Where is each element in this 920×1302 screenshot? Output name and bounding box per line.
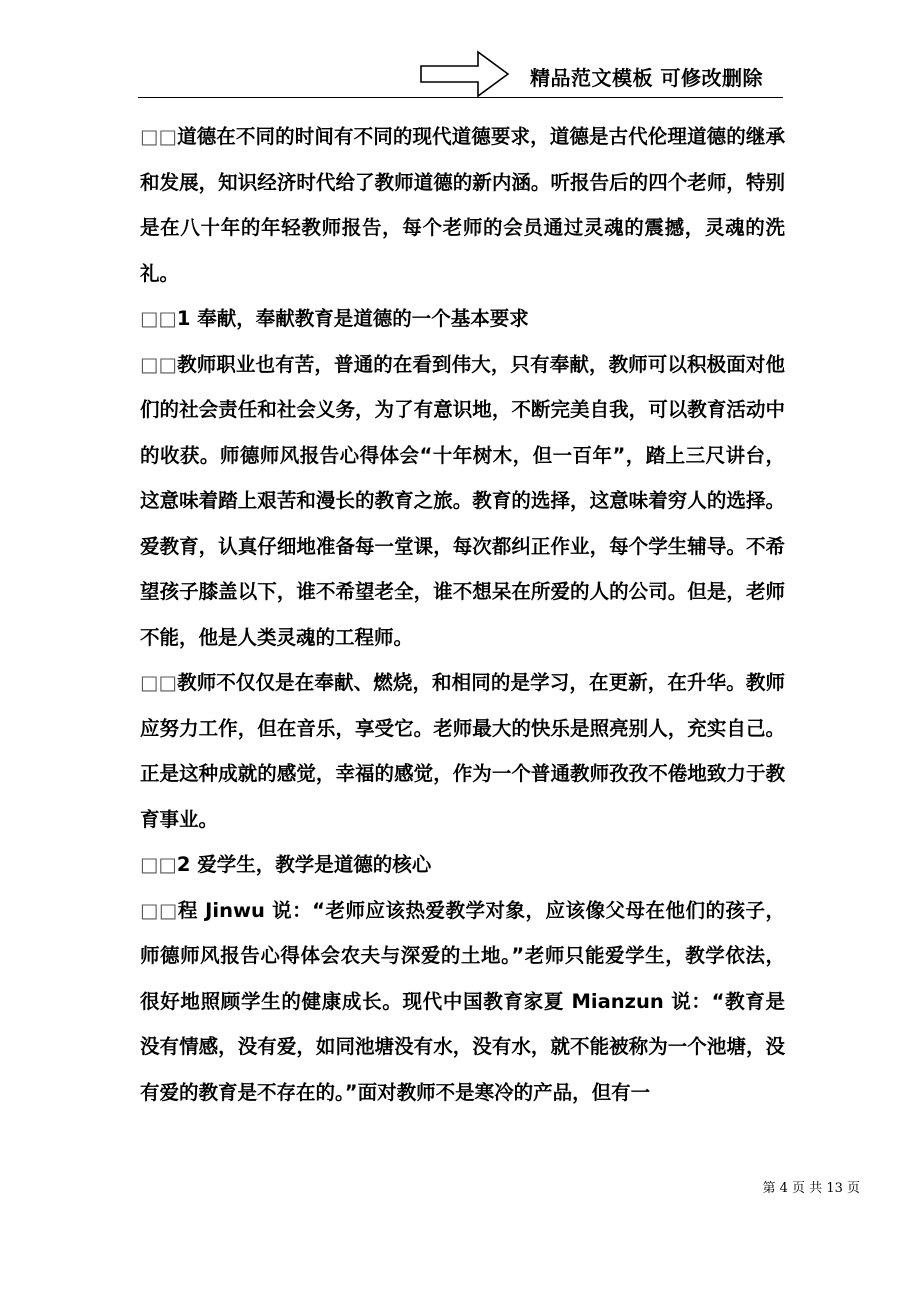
indent-placeholder: □□ bbox=[140, 671, 178, 694]
indent-placeholder: □□ bbox=[140, 352, 178, 376]
paragraph-text: 1 奉献，奉献教育是道德的一个基本要求 bbox=[176, 307, 529, 330]
section-heading-1 bbox=[140, 296, 785, 342]
header-divider bbox=[138, 97, 783, 98]
header-title: 精品范文模板 可修改删除 bbox=[530, 66, 763, 90]
paragraph-2 bbox=[140, 342, 785, 661]
paragraph-3 bbox=[140, 660, 785, 842]
paragraph-1 bbox=[140, 114, 785, 296]
indent-placeholder: □□ bbox=[140, 125, 178, 148]
section-heading-2 bbox=[140, 842, 785, 888]
paragraph-text: 程 Jinwu 说：“老师应该热爱教学对象，应该像父母在他们的孩子，师德师风报告心得体会农夫与深爱的土地。”老师只能爱学生，教学依法，很好地照顾学生的健康成长。现代中国教育家夏 Mianzun 说：“教育是没有情感，没有爱，如同池塘没有水，没有水，就不能被称为一个池塘，没有爱的教育是不存在的。”面对教师不是寒冷的产品，但有一 bbox=[140, 898, 785, 1104]
indent-placeholder: □□ bbox=[140, 853, 177, 876]
paragraph-text: 教师不仅仅是在奉献、燃烧，和相同的是学习，在更新，在升华。教师应努力工作，但在音乐，享受它。老师最大的快乐是照亮别人，充实自己。正是这种成就的感觉，幸福的感觉，作为一个普通教师孜孜不倦地致力于教育事业。 bbox=[140, 671, 785, 831]
indent-placeholder: □□ bbox=[140, 307, 177, 330]
paragraph-text: 道德在不同的时间有不同的现代道德要求，道德是古代伦理道德的继承和发展，知识经济时代给了教师道德的新内涵。听报告后的四个老师，特别是在八十年的年轻教师报告，每个老师的会员通过灵魂的震撼，灵魂的洗礼。 bbox=[140, 125, 785, 285]
page-number: 第 4 页 共 13 页 bbox=[762, 1181, 860, 1196]
document-body bbox=[140, 114, 785, 1115]
paragraph-4 bbox=[140, 888, 785, 1116]
indent-placeholder: □□ bbox=[140, 898, 178, 922]
arrow-right-icon bbox=[420, 50, 510, 98]
paragraph-text: 2 爱学生，教学是道德的核心 bbox=[176, 853, 432, 876]
paragraph-text: 教师职业也有苦，普通的在看到伟大，只有奉献，教师可以积极面对他们的社会责任和社会义务，为了有意识地，不断完美自我，可以教育活动中的收获。师德师风报告心得体会“十年树木，但一百年”，踏上三尺讲台，这意味着踏上艰苦和漫长的教育之旅。教育的选择，这意味着穷人的选择。爱教育，认真仔细地准备每一堂课，每次都纠正作业，每个学生辅导。不希望孩子膝盖以下，谁不希望老全，谁不想呆在所爱的人的公司。但是，老师不能，他是人类灵魂的工程师。 bbox=[140, 352, 785, 649]
